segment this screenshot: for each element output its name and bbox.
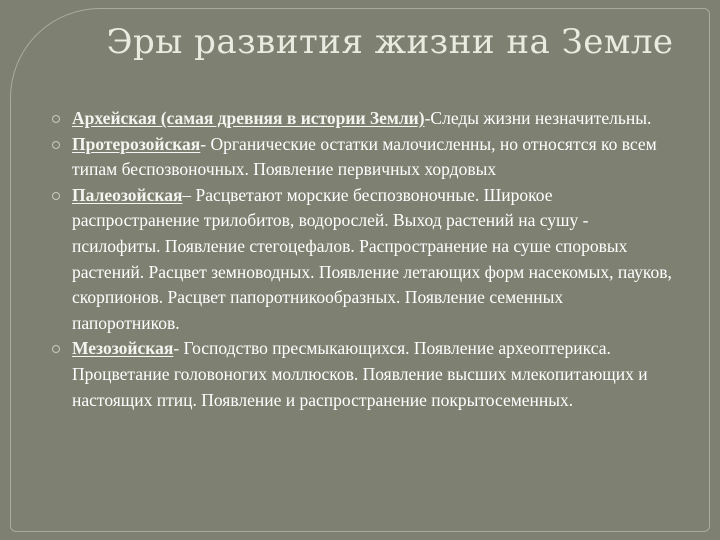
era-name: Мезозойская [72,338,174,359]
era-name: Протерозойская [72,133,201,154]
list-item-proterozoic [72,132,672,183]
bullet-icon [52,141,60,149]
bullet-list [72,106,672,413]
era-description: - Господство пресмыкающихся. Появление археоптерикса. Процветание головоногих моллюсков. Появление высших млекопитающих и настоящих птиц. Появление и распространение покрытосеменных. [72,338,648,410]
era-name: Архейская (самая древняя в истории Земли) [72,108,425,128]
era-description: – Расцветают морские беспозвоночные. Широкое распространение трилобитов, водорослей. Выход растений на сушу - псилофиты. Появление стегоцефалов. Распространение на суше споровых растений. Расцвет земноводных. Появление летающих форм насекомых, пауков, скорпионов. Расцвет папоротникообразных. Появление семенных папоротников. [72,184,672,333]
list-item-paleozoic [72,183,672,337]
bullet-icon [52,115,60,123]
slide-title: Эры развития жизни на Земле [106,22,674,62]
era-name: Палеозойская [72,184,183,205]
era-description: - Органические остатки малочисленны, но относятся ко всем типам беспозвоночных. Появление первичных хордовых [72,133,657,180]
bullet-icon [52,192,60,200]
bullet-icon [52,345,60,353]
list-item-archean [72,106,672,132]
list-item-mesozoic [72,336,672,413]
era-description: -Следы жизни незначительны. [424,108,652,128]
